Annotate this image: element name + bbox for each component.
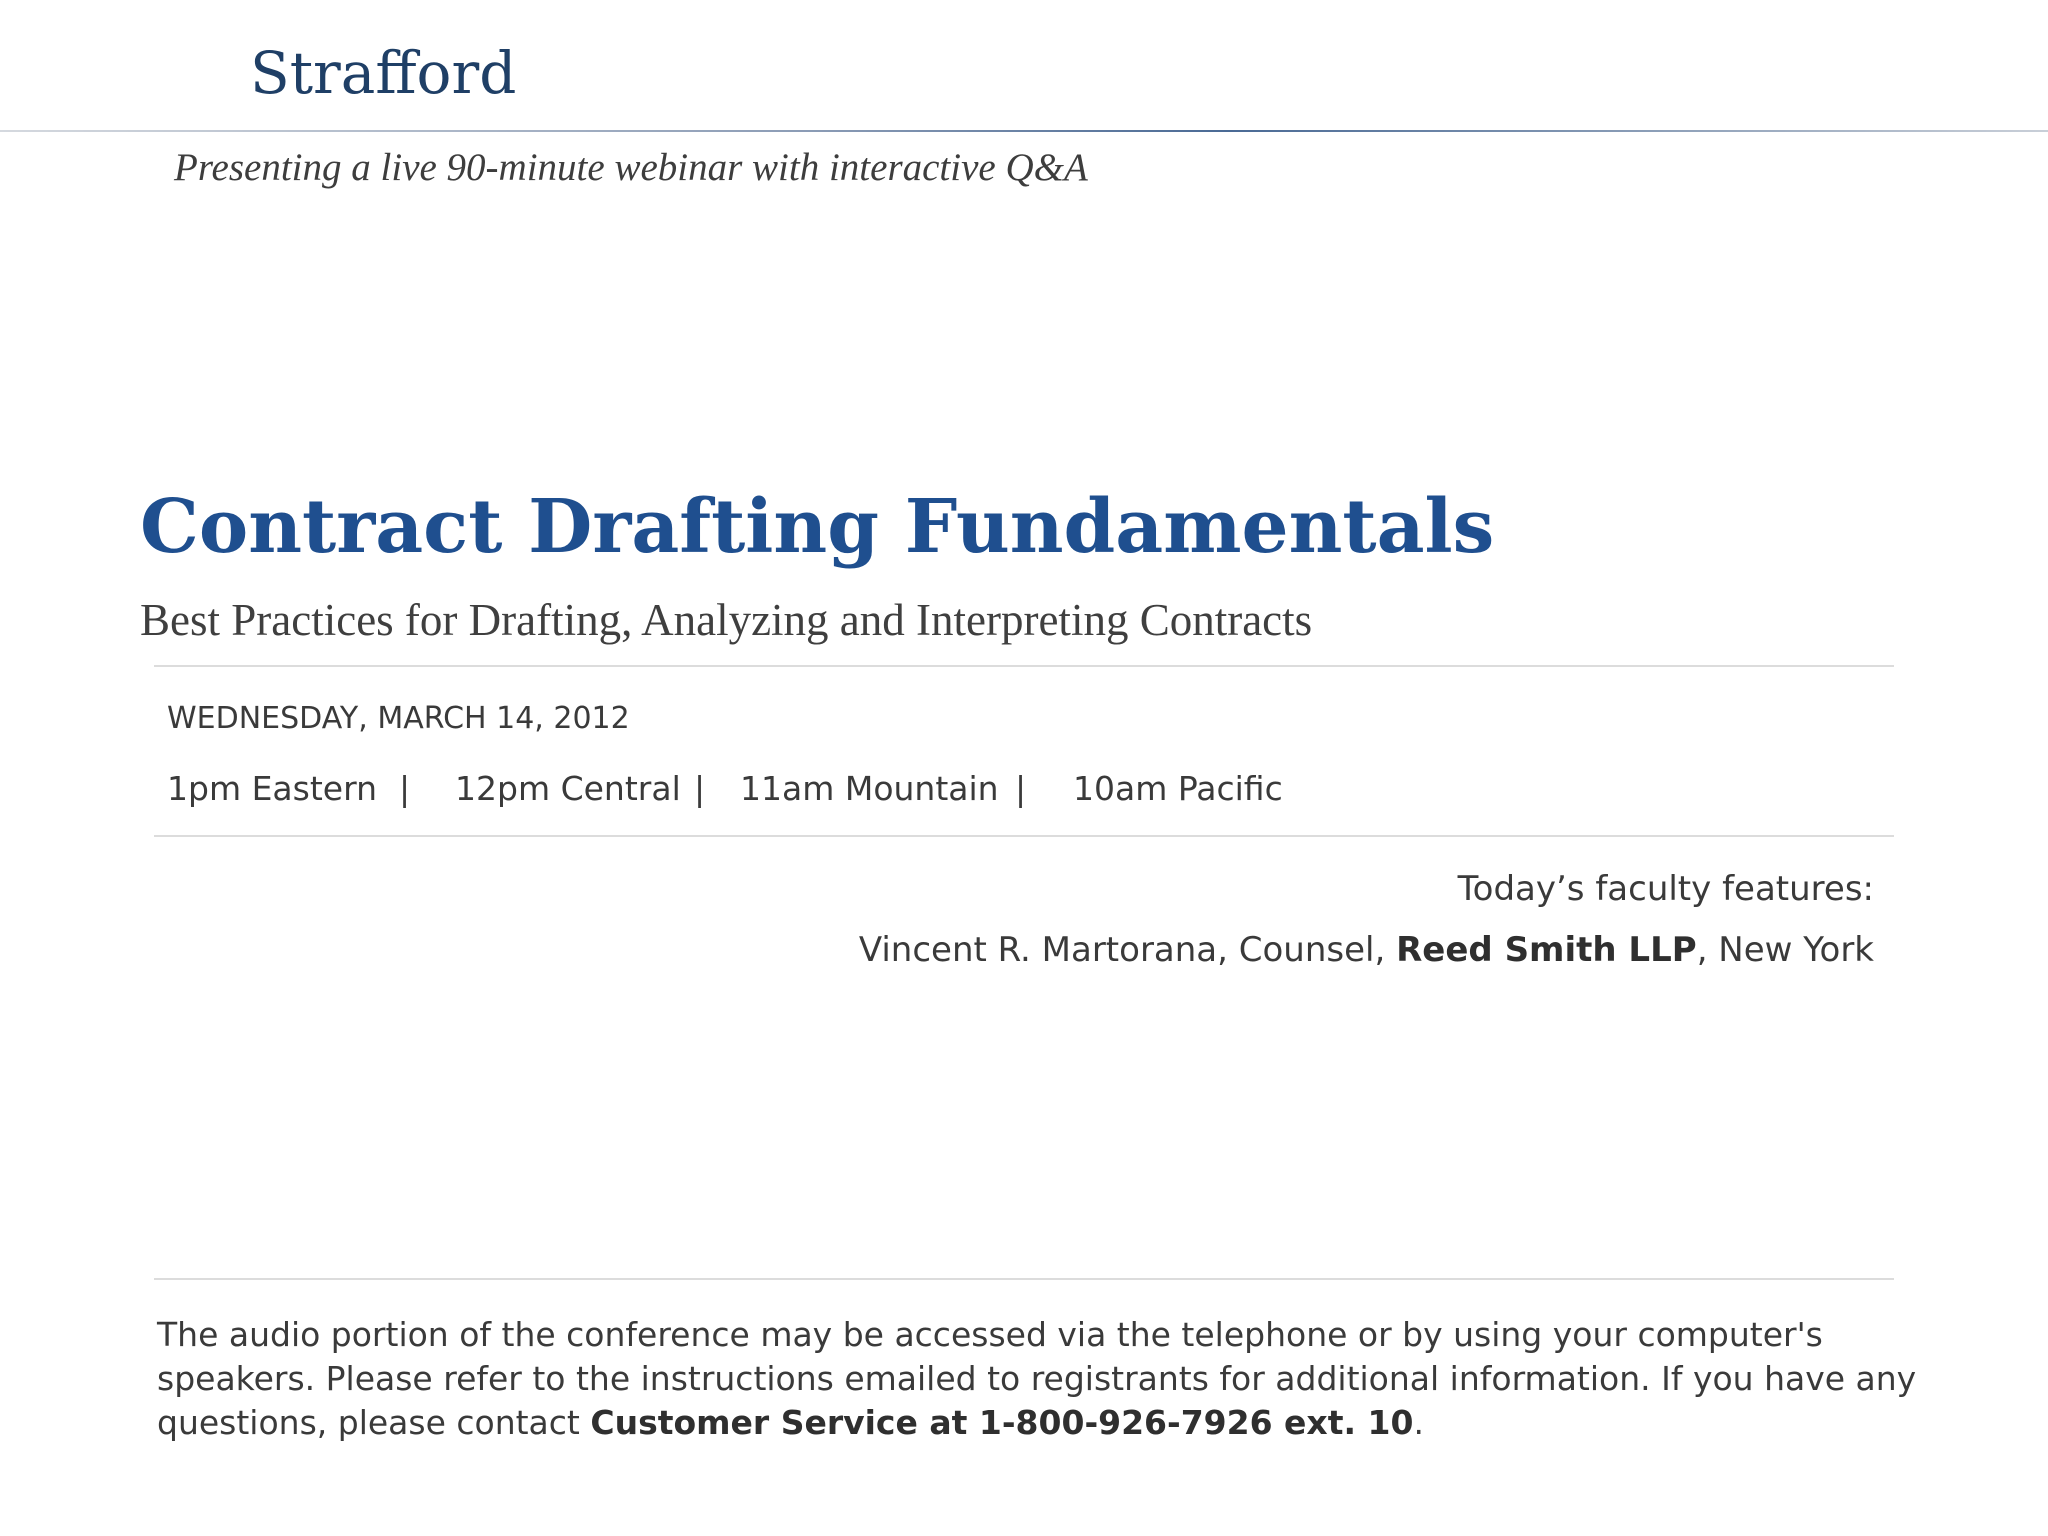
time-mountain: 11am Mountain (740, 769, 999, 808)
page-subtitle: Best Practices for Drafting, Analyzing and Interpreting Contracts (140, 595, 1313, 645)
divider-top (154, 665, 1894, 667)
audio-text: The audio portion of the conference may be accessed via the telephone or by using your computer's speakers. Please refer to the instructions emailed to registrants for additional information. If you have any questions, please contact (157, 1315, 1917, 1442)
speaker-firm: Reed Smith LLP (1396, 930, 1697, 970)
faculty-speaker (858, 930, 1874, 970)
time-pacific: 10am Pacific (1073, 769, 1283, 808)
strafford-logo: Strafford (250, 39, 517, 107)
time-separator: | (1015, 769, 1027, 808)
time-separator: | (694, 769, 706, 808)
audio-instructions (157, 1313, 1917, 1445)
speaker-location: , New York (1696, 930, 1874, 970)
webinar-tagline: Presenting a live 90-minute webinar with interactive Q&A (174, 146, 1088, 189)
header-divider (0, 130, 2048, 132)
customer-service-contact: Customer Service at 1-800-926-7926 ext. 10 (590, 1403, 1414, 1442)
divider-bottom (154, 1278, 1894, 1280)
faculty-heading: Today’s faculty features: (1457, 869, 1874, 909)
page-title: Contract Drafting Fundamentals (140, 484, 1495, 570)
webinar-date: WEDNESDAY, MARCH 14, 2012 (167, 701, 630, 736)
time-central: 12pm Central (455, 769, 681, 808)
audio-text-end: . (1413, 1403, 1424, 1442)
time-separator: | (399, 769, 411, 808)
divider-middle (154, 835, 1894, 837)
speaker-name: Vincent R. Martorana, Counsel, (858, 930, 1397, 970)
time-eastern: 1pm Eastern (167, 769, 377, 808)
